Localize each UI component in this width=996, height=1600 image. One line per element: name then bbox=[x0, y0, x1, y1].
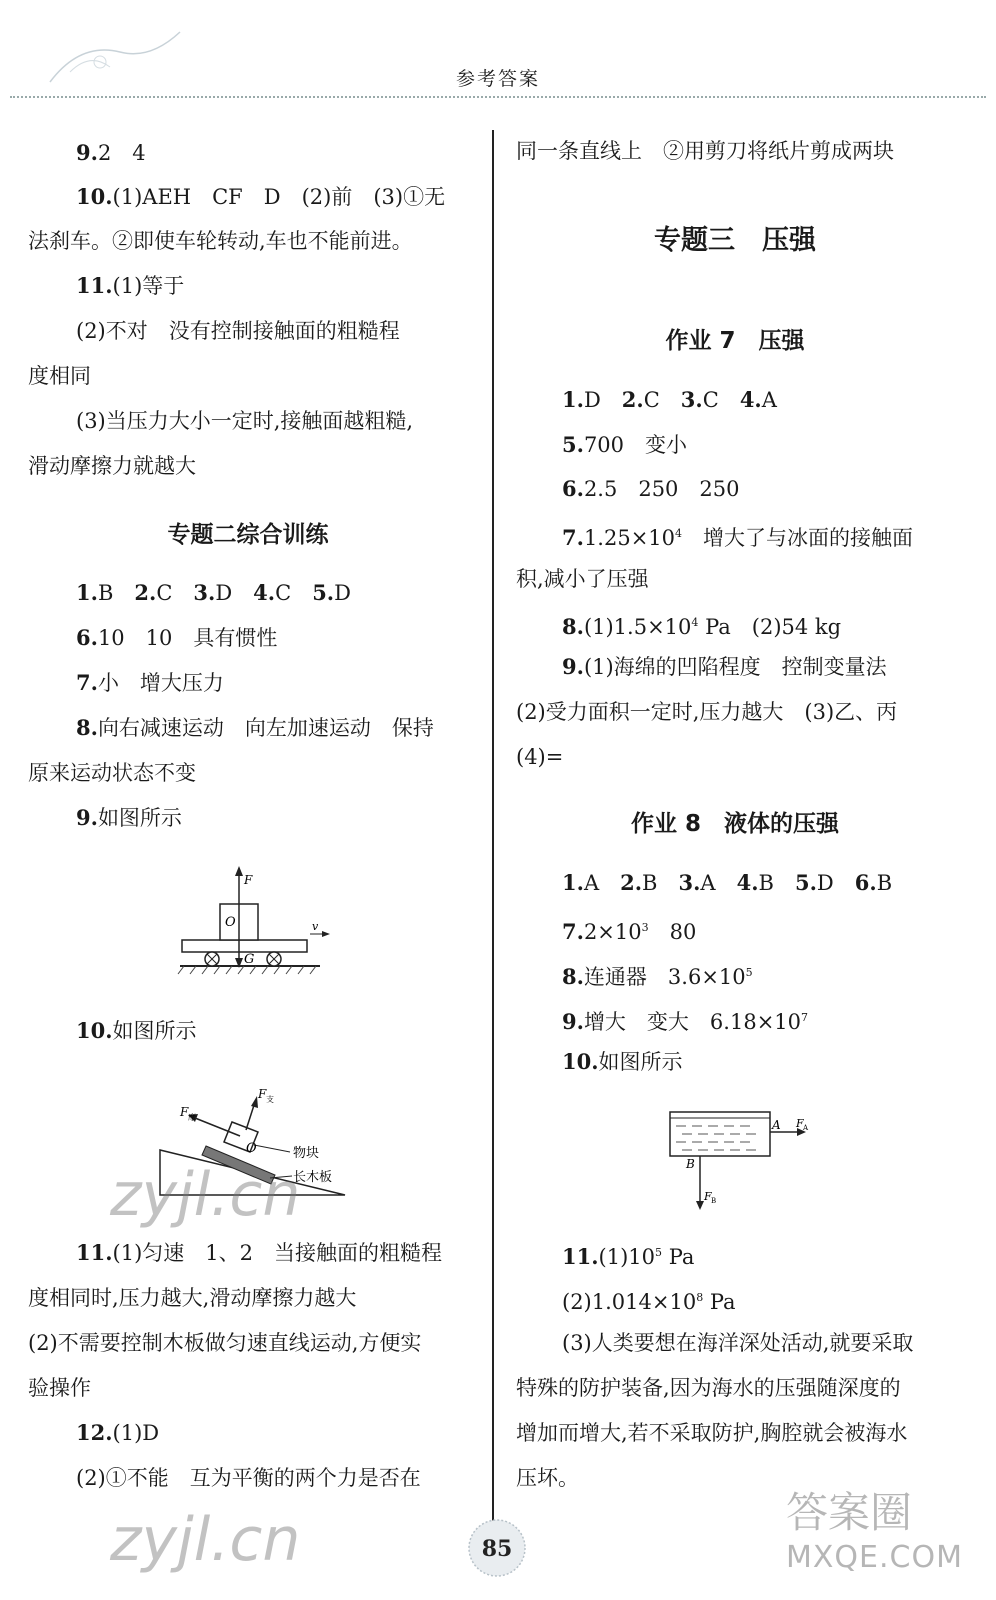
hw8-answer-8: 8.连通器 $3.6\times 10^5$ bbox=[562, 964, 753, 989]
hw7-answer-7: $7.1.25\times 10^4$ 增大了与冰面的接触面 bbox=[562, 525, 914, 550]
header-divider bbox=[10, 96, 986, 98]
fig9-label-o: O bbox=[225, 915, 236, 930]
answer-8-cont: 原来运动状态不变 bbox=[28, 761, 196, 785]
hw7-answer-9: 9.(1)海绵的凹陷程度 控制变量法 bbox=[562, 654, 887, 679]
section-title-topic3: 专题三 压强 bbox=[654, 225, 816, 256]
fig10-label-block: 物块 bbox=[293, 1146, 320, 1161]
hw8-answer-11: $11.(1)10^5$ Pa bbox=[562, 1244, 695, 1269]
answer-11-3: (3)当压力大小一定时,接触面越粗糙, bbox=[76, 409, 414, 433]
answer-8: 8.向右减速运动 向左加速运动 保持 bbox=[76, 715, 434, 740]
answer-12-2: (2)①不能 互为平衡的两个力是否在 bbox=[76, 1466, 421, 1490]
answer-row-1-5: 1.B 2.C 3.D 4.C 5.D bbox=[76, 580, 351, 605]
header-title: 参考答案 bbox=[455, 68, 540, 90]
answer-10: 10.(1)AEH CF D (2)前 (3)①无 bbox=[76, 184, 446, 209]
hw7-answer-5: 5.700 变小 bbox=[562, 432, 688, 457]
fig10-label-fm: F bbox=[180, 1105, 189, 1119]
fig10r-label-fa: F bbox=[796, 1117, 804, 1130]
section-title-topic2: 专题二综合训练 bbox=[167, 522, 329, 548]
answer-11b-cont: 度相同时,压力越大,滑动摩擦力越大 bbox=[28, 1286, 357, 1310]
answer-9-fig: 9.如图所示 bbox=[76, 805, 182, 830]
answer-6: 6.10 10 具有惯性 bbox=[76, 625, 278, 650]
fig9-label-v: v bbox=[312, 920, 319, 933]
watermark-zyjl-2: zyjl.cn bbox=[110, 1505, 301, 1575]
answer-9: 9.2 4 bbox=[76, 140, 146, 165]
fig10-label-fm-sub: 摩 bbox=[188, 1113, 196, 1122]
fig10r-label-fa-sub: A bbox=[803, 1124, 809, 1132]
hw8-answer-row-1-6: 1.A 2.B 3.A 4.B 5.D 6.B bbox=[562, 870, 893, 895]
hw7-answer-7-cont: 积,减小了压强 bbox=[516, 567, 649, 591]
answer-10-cont: 法刹车。②即使车轮转动,车也不能前进。 bbox=[28, 229, 413, 253]
answer-10-fig: 10.如图所示 bbox=[76, 1018, 197, 1043]
fig10-label-board: 长木板 bbox=[293, 1170, 333, 1185]
answer-11-2-cont: 度相同 bbox=[28, 364, 91, 388]
homework-8-title: 作业 8 液体的压强 bbox=[630, 811, 839, 837]
hw8-answer-11-3: (3)人类要想在海洋深处活动,就要采取 bbox=[562, 1331, 914, 1355]
fig10-label-fz-sub: 支 bbox=[266, 1095, 274, 1104]
hw8-answer-9: 9.增大 变大 $6.18\times 10^7$ bbox=[562, 1009, 809, 1034]
fig9-label-g: G bbox=[244, 952, 255, 967]
hw7-answer-8: $8.(1)1.5\times 10^4$ Pa (2)54 kg bbox=[562, 614, 842, 639]
figure-cart-forces bbox=[170, 862, 340, 977]
page-number-badge bbox=[465, 1516, 529, 1580]
fig10r-label-fb-sub: B bbox=[711, 1197, 717, 1205]
hw8-answer-7: $7.2\times 10^3$ 80 bbox=[562, 919, 697, 944]
fig9-label-f: F bbox=[244, 873, 253, 887]
page-number: 85 bbox=[481, 1536, 513, 1562]
watermark-mxqe: MXQE.COM bbox=[786, 1540, 963, 1575]
hw7-answer-9-2: (2)受力面积一定时,压力越大 (3)乙、丙 bbox=[516, 700, 898, 724]
figure-liquid-pressure bbox=[660, 1100, 820, 1220]
hw8-answer-11-2: $(2)1.014\times 10^8$ Pa bbox=[562, 1290, 736, 1314]
column-divider bbox=[492, 130, 494, 1550]
answer-11: 11.(1)等于 bbox=[76, 273, 185, 298]
hw8-answer-11-3-cont2: 增加而增大,若不采取防护,胸腔就会被海水 bbox=[516, 1421, 908, 1445]
hw7-answer-row-1-4: 1.D 2.C 3.C 4.A bbox=[562, 387, 777, 412]
answer-11-3-cont: 滑动摩擦力就越大 bbox=[28, 454, 196, 478]
answer-11b-2: (2)不需要控制木板做匀速直线运动,方便实 bbox=[28, 1331, 422, 1355]
hw7-answer-6: 6.2.5 250 250 bbox=[562, 476, 740, 501]
answer-11b-2-cont: 验操作 bbox=[28, 1376, 91, 1400]
answer-12: 12.(1)D bbox=[76, 1420, 160, 1445]
answer-7: 7.小 增大压力 bbox=[76, 670, 224, 695]
fig10r-label-a: A bbox=[772, 1118, 781, 1132]
watermark-zyjl-1: zyjl.cn bbox=[110, 1160, 301, 1230]
homework-7-title: 作业 7 压强 bbox=[665, 328, 805, 354]
hw8-answer-11-3-cont1: 特殊的防护装备,因为海水的压强随深度的 bbox=[516, 1376, 901, 1400]
fig10r-label-b: B bbox=[686, 1157, 695, 1171]
answer-11-2: (2)不对 没有控制接触面的粗糙程 bbox=[76, 319, 400, 343]
fig10r-label-fb: F bbox=[704, 1190, 712, 1203]
hw8-answer-11-3-cont3: 压坏。 bbox=[516, 1466, 579, 1490]
answer-11b: 11.(1)匀速 1、2 当接触面的粗糙程 bbox=[76, 1240, 443, 1265]
hw8-answer-10: 10.如图所示 bbox=[562, 1049, 683, 1074]
fig10-label-fz: F bbox=[258, 1087, 267, 1101]
answer-12-cont: 同一条直线上 ②用剪刀将纸片剪成两块 bbox=[516, 139, 894, 163]
fig10-label-o: O bbox=[246, 1141, 257, 1156]
hw7-answer-9-4: (4)= bbox=[516, 745, 564, 769]
watermark-answer-circle: 答案圈 bbox=[786, 1488, 913, 1537]
